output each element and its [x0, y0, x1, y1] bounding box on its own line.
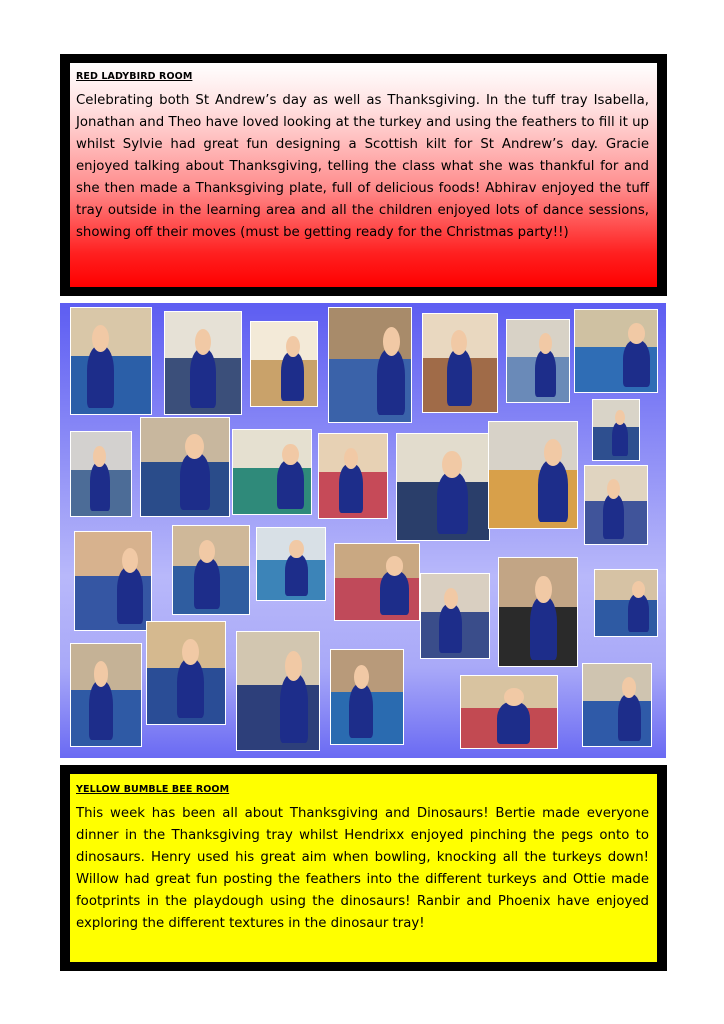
collage-photo: [574, 309, 658, 393]
red-ladybird-room-panel: [60, 54, 667, 296]
collage-photo: [420, 573, 490, 659]
collage-photo: [74, 531, 152, 631]
collage-photo: [506, 319, 570, 403]
collage-photo: [232, 429, 312, 515]
collage-photo: [172, 525, 250, 615]
collage-photo: [592, 399, 640, 461]
collage-photo: [498, 557, 578, 667]
collage-photo: [396, 433, 490, 541]
collage-photo: [584, 465, 648, 545]
yellow-panel-content: [70, 774, 657, 962]
collage-photo: [582, 663, 652, 747]
collage-photo: [256, 527, 326, 601]
collage-photo: [488, 421, 578, 529]
collage-photo: [422, 313, 498, 413]
collage-photo: [140, 417, 230, 517]
red-room-heading: RED LADYBIRD ROOM: [76, 71, 193, 82]
collage-photo: [328, 307, 412, 423]
collage-photo: [236, 631, 320, 751]
collage-photo: [70, 431, 132, 517]
red-panel-content: [70, 63, 657, 287]
collage-photo: [318, 433, 388, 519]
yellow-room-text: This week has been all about Thanksgiving and Dinosaurs! Bertie made everyone dinner in the Thanksgiving tray whilst Hendrixx enjoyed pinching the pegs onto to dinosaurs. Henry used his great aim when bowling, knocking all the turkeys down! Willow had great fun posting the feathers into the different turkeys and Ottie made footprints in the playdough using the dinosaurs! Ranbir and Phoenix have enjoyed exploring the different textures in the dinosaur tray!: [76, 806, 649, 931]
red-room-text: Celebrating both St Andrew’s day as well as Thanksgiving. In the tuff tray Isabella, Jonathan and Theo have loved looking at the turkey and using the feathers to fill it up whilst Sylvie had great fun designing a Scottish kilt for St Andrew’s day. Gracie enjoyed talking about Thanksgiving, telling the class what she was thankful for and she then made a Thanksgiving plate, full of delicious foods! Abhirav enjoyed the tuff tray outside in the learning area and all the children enjoyed lots of dance sessions, showing off their moves (must be getting ready for the Christmas party!!): [76, 93, 649, 240]
collage-photo: [334, 543, 420, 621]
collage-photo: [70, 307, 152, 415]
collage-photo: [460, 675, 558, 749]
collage-photo: [250, 321, 318, 407]
yellow-bumble-bee-room-panel: [60, 765, 667, 971]
yellow-room-heading: YELLOW BUMBLE BEE ROOM: [76, 784, 230, 795]
collage-photo: [594, 569, 658, 637]
collage-photo: [146, 621, 226, 725]
photo-collage: [60, 303, 666, 758]
collage-photo: [330, 649, 404, 745]
collage-photo: [70, 643, 142, 747]
collage-photo: [164, 311, 242, 415]
